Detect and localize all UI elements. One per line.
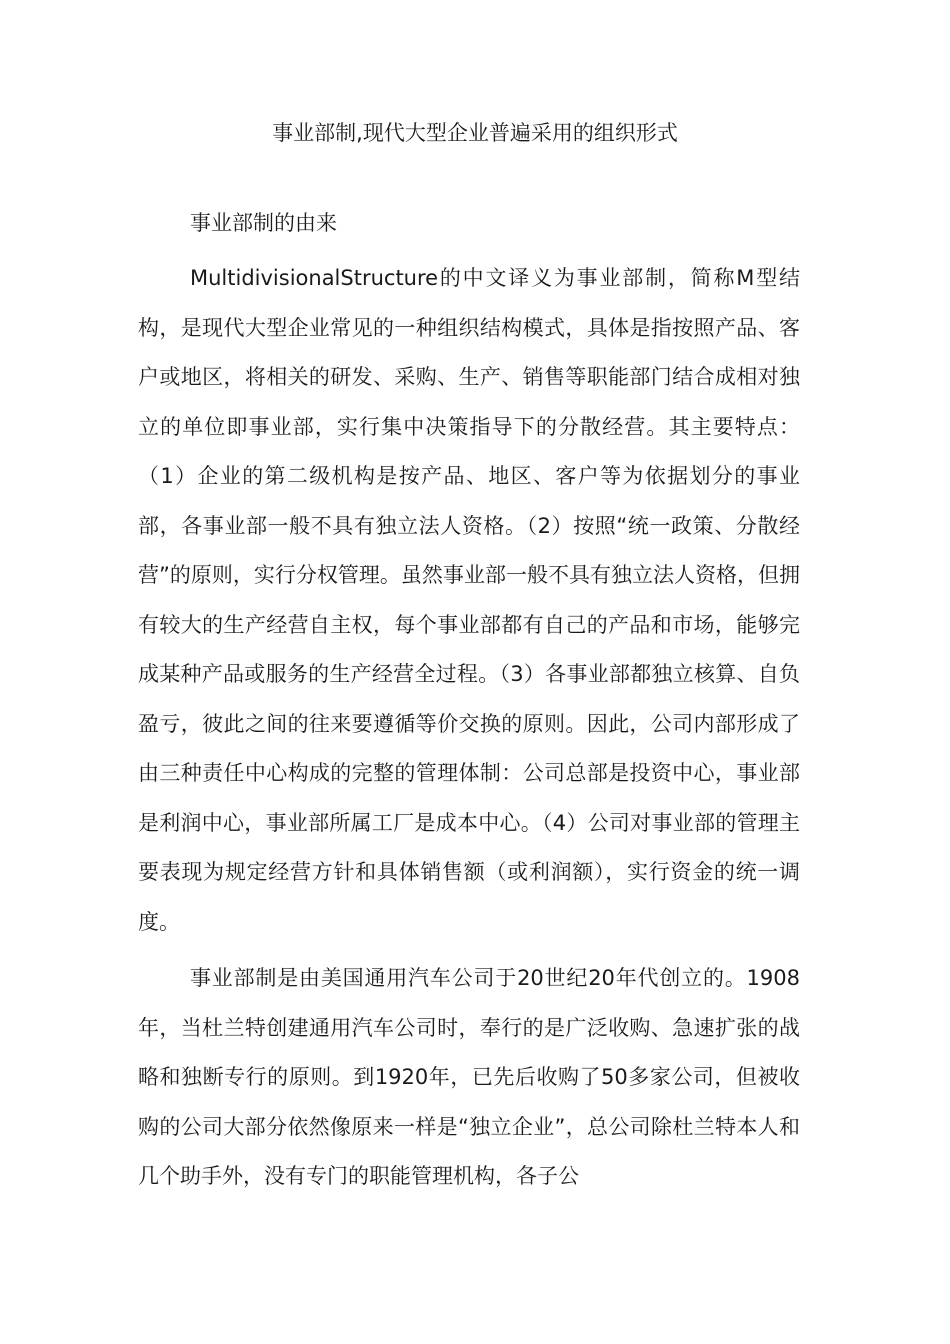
section-heading: 事业部制的由来 <box>190 211 337 235</box>
body-paragraph: MultidivisionalStructure的中文译义为事业部制，简称M型结构，是现代大型企业常见的一种组织结构模式，具体是指按照产品、客户或地区，将相关的研发、采购、生产、销售等职能部门结合成相对独立的单位即事业部，实行集中决策指导下的分散经营。其主要特点：（1）企业的第二级机构是按产品、地区、客户等为依据划分的事业部，各事业部一般不具有独立法人资格。（2）按照“统一政策、分散经营”的原则，实行分权管理。虽然事业部一般不具有独立法人资格，但拥有较大的生产经营自主权，每个事业部都有自己的产品和市场，能够完成某种产品或服务的生产经营全过程。（3）各事业部都独立核算、自负盈亏，彼此之间的往来要遵循等价交换的原则。因此，公司内部形成了由三种责任中心构成的完整的管理体制：公司总部是投资中心，事业部是利润中心，事业部所属工厂是成本中心。（4）公司对事业部的管理主要表现为规定经营方针和具体销售额（或利润额），实行资金的统一调度。 <box>138 266 800 934</box>
body-paragraph: 事业部制是由美国通用汽车公司于20世纪20年代创立的。1908年，当杜兰特创建通用汽车公司时，奉行的是广泛收购、急速扩张的战略和独断专行的原则。到1920年，已先后收购了50多家公司，但被收购的公司大部分依然像原来一样是“独立企业”，总公司除杜兰特本人和几个助手外，没有专门的职能管理机构，各子公 <box>138 966 800 1188</box>
document-title: 事业部制,现代大型企业普遍采用的组织形式 <box>272 121 678 145</box>
